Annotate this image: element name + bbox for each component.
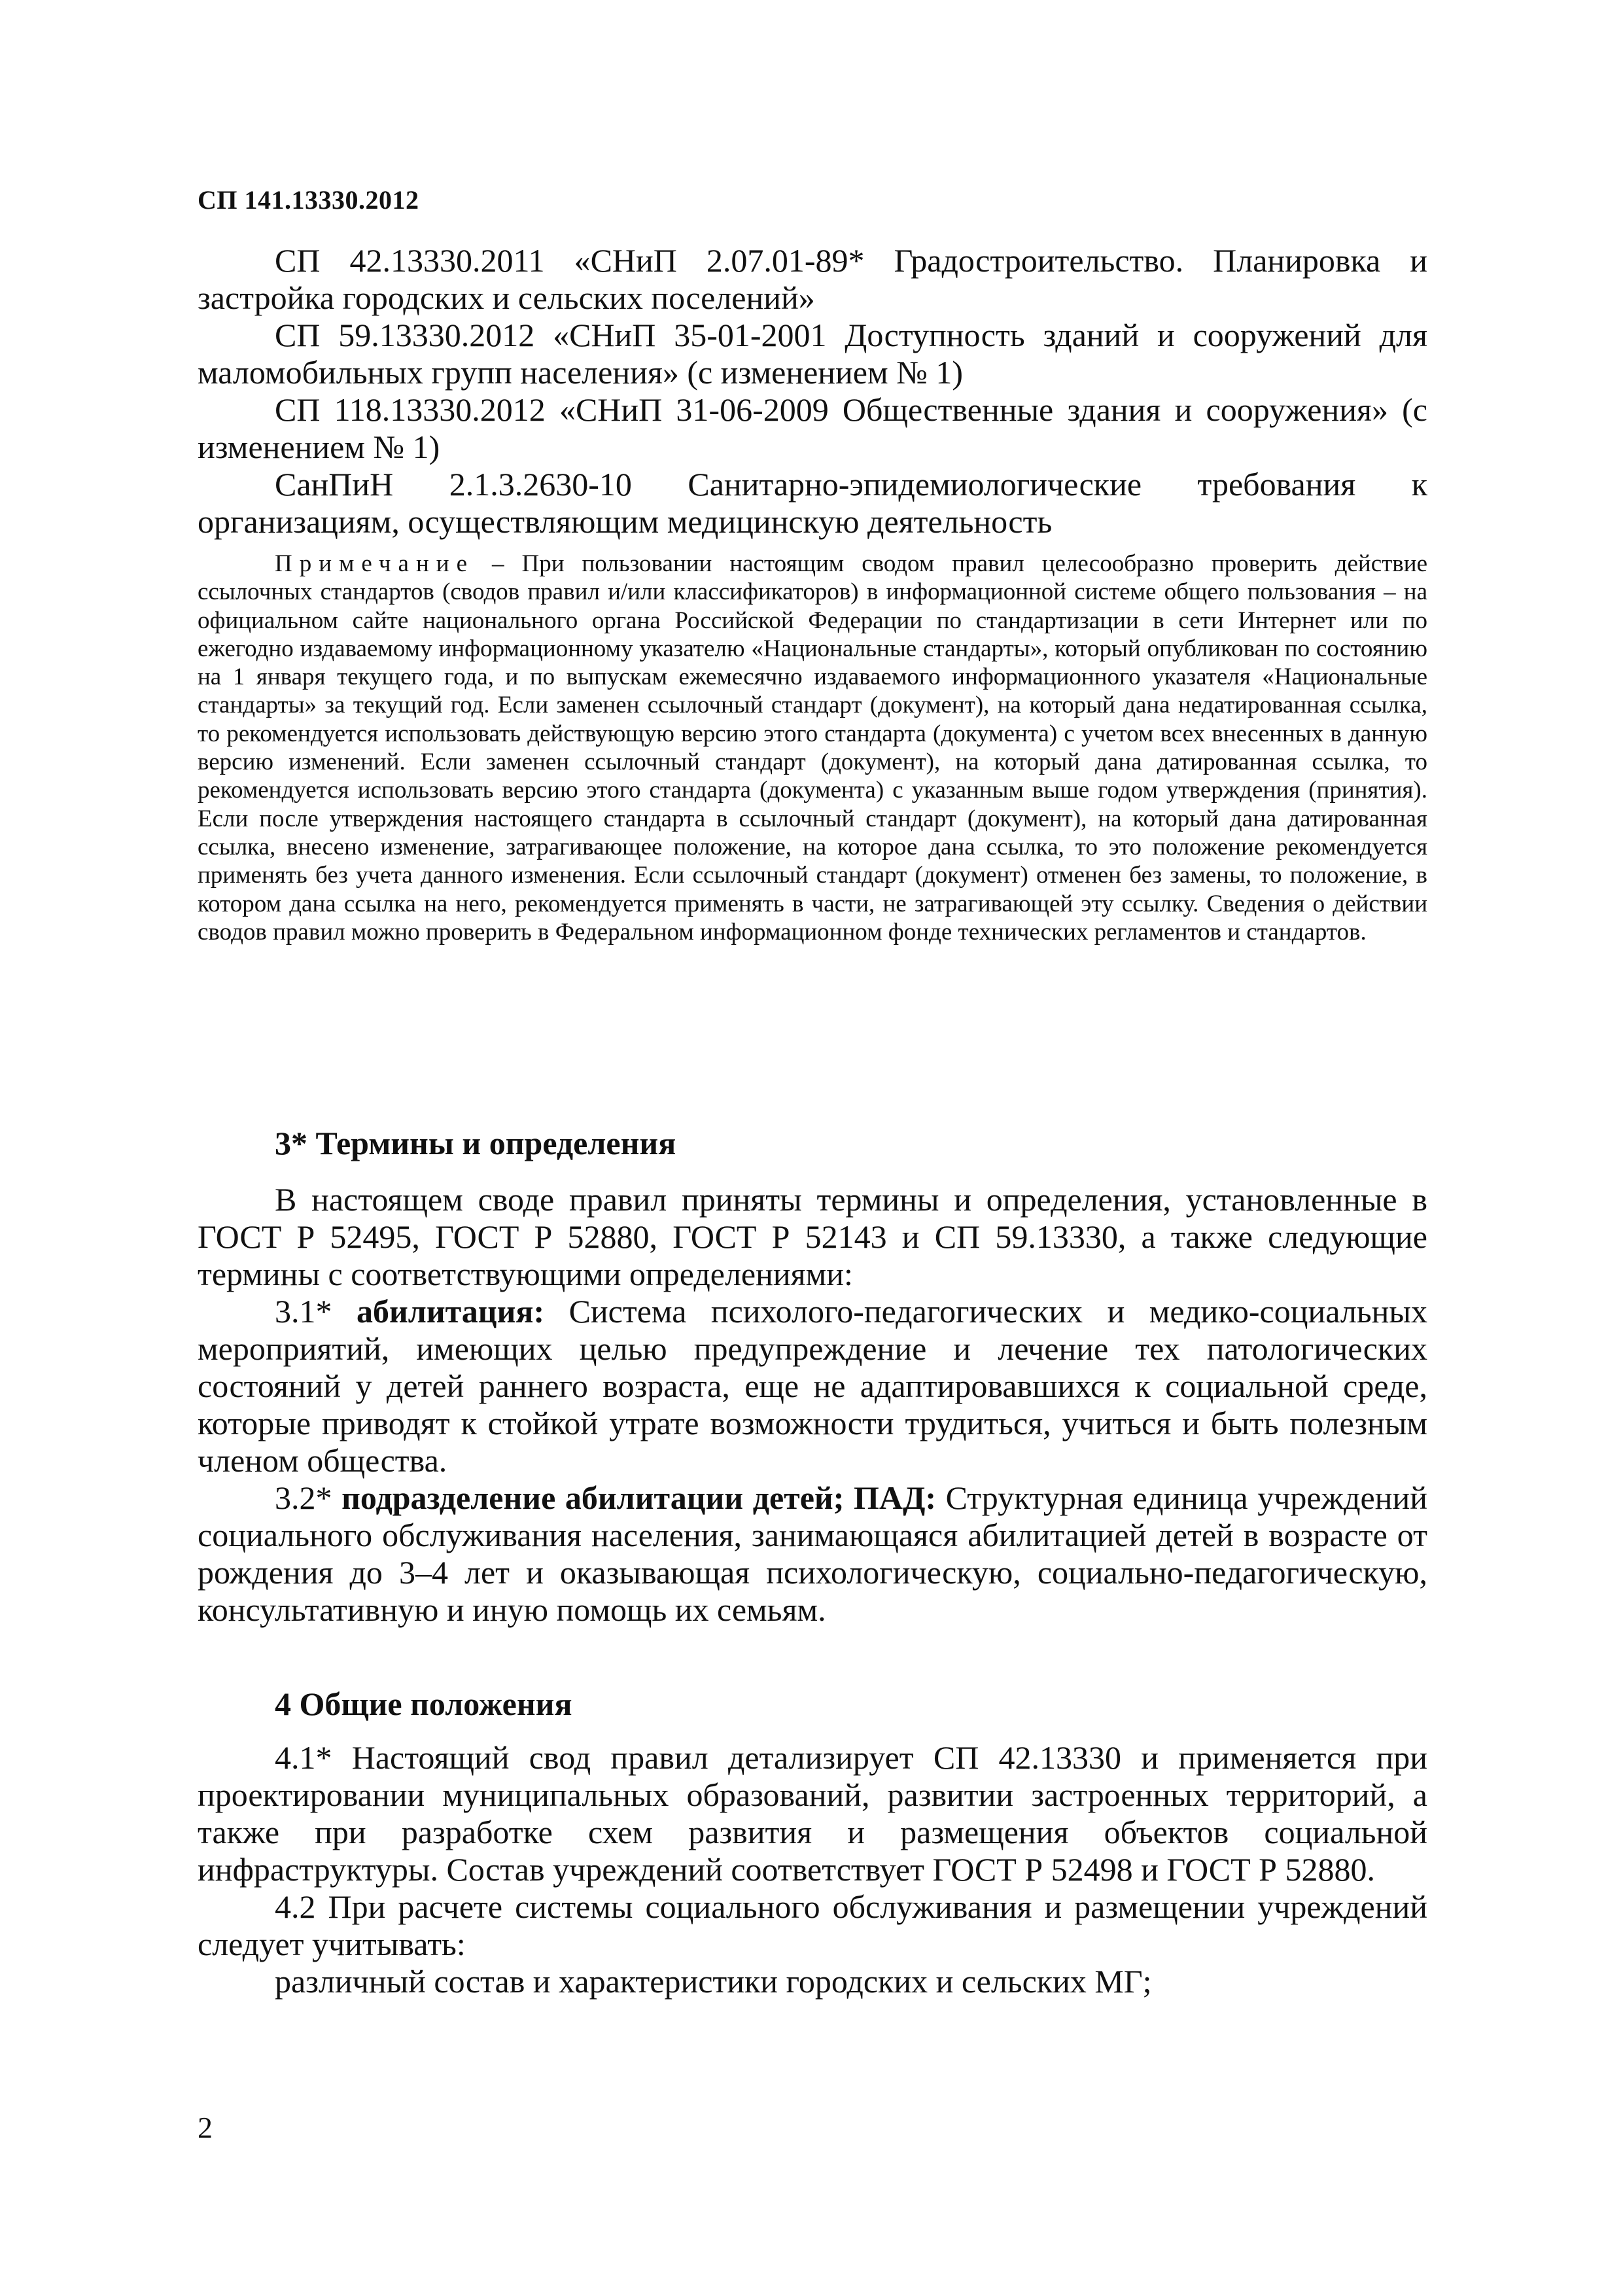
term-definition [198, 1293, 1427, 1479]
section-3-heading: 3* Термины и определения [275, 1125, 676, 1161]
references-list [198, 242, 1427, 540]
document-code-header: СП 141.13330.2012 [198, 185, 419, 215]
section-3-body [198, 1181, 1427, 1629]
term-definition [198, 1479, 1427, 1629]
term-number: 3.1* [275, 1293, 357, 1330]
section-4-paragraph: 4.1* Настоящий свод правил детализирует СП 42.13330 и применяется при проектировании муниципальных образований, развитии застроенных территорий, а также при разработке схем развития и размещения объектов социальной инфраструктуры. Состав учреждений соответствует ГОСТ Р 52498 и ГОСТ Р 52880. [198, 1739, 1427, 1888]
term-name: абилитация: [356, 1293, 545, 1330]
section-3-intro: В настоящем своде правил приняты термины и определения, установленные в ГОСТ Р 52495, ГОСТ Р 52880, ГОСТ Р 52143 и СП 59.13330, а также следующие термины с соответствующими определениями: [198, 1181, 1427, 1292]
note-paragraph [198, 550, 1427, 946]
term-number: 3.2* [275, 1479, 342, 1516]
term-text: Система психолого-педагогических и медико-социальных мероприятий, имеющих целью предупреждение и лечение тех патологических состояний у детей раннего возраста, еще не адаптировавшихся к социальной среде, которые приводят к стойкой утрате возможности трудиться, учиться и быть полезным членом общества. [198, 1293, 1427, 1479]
term-text: Структурная единица учреждений социального обслуживания населения, занимающаяся абилитацией детей в возрасте от рождения до 3–4 лет и оказывающая психологическую, социально-педагогическую, консультативную и иную помощь их семьям. [198, 1479, 1427, 1628]
note-text: – При пользовании настоящим сводом правил целесообразно проверить действие ссылочных стандартов (сводов правил и/или классификаторов) в информационной системе общего пользования – на официальном сайте национального органа Российской Федерации по стандартизации в сети Интернет или по ежегодно издаваемому информационному указателю «Национальные стандарты», который опубликован по состоянию на 1 января текущего года, и по выпускам ежемесячно издаваемого информационного указателя «Национальные стандарты» за текущий год. Если заменен ссылочный стандарт (документ), на который дана недатированная ссылка, то рекомендуется использовать действующую версию этого стандарта (документа) с учетом всех внесенных в данную версию изменений. Если заменен ссылочный стандарт (документ), на который дана датированная ссылка, то рекомендуется использовать версию этого стандарта (документа) с указанным выше годом утверждения (принятия). Если после утверждения настоящего стандарта в ссылочный стандарт (документ), на который дана датированная ссылка, внесено изменение, затрагивающее положение, на которое дана ссылка, то это положение рекомендуется применять без учета данного изменения. Если ссылочный стандарт (документ) отменен без замены, то положение, в котором дана ссылка на него, рекомендуется применять в части, не затрагивающей эту ссылку. Сведения о действии сводов правил можно проверить в Федеральном информационном фонде технических регламентов и стандартов. [198, 550, 1427, 945]
reference-item: СанПиН 2.1.3.2630-10 Санитарно-эпидемиологические требования к организациям, осуществляющим медицинскую деятельность [198, 466, 1427, 540]
note-block [198, 550, 1427, 946]
reference-item: СП 118.13330.2012 «СНиП 31-06-2009 Общественные здания и сооружения» (с изменением № 1) [198, 391, 1427, 465]
section-4-paragraph: 4.2 При расчете системы социального обслуживания и размещении учреждений следует учитывать: [198, 1888, 1427, 1962]
section-4-heading: 4 Общие положения [275, 1686, 572, 1722]
reference-item: СП 42.13330.2011 «СНиП 2.07.01-89* Градостроительство. Планировка и застройка городских и сельских поселений» [198, 242, 1427, 316]
term-name: подразделение абилитации детей; ПАД: [341, 1479, 937, 1516]
section-4-body [198, 1739, 1427, 2000]
page-number: 2 [198, 2111, 213, 2144]
reference-item: СП 59.13330.2012 «СНиП 35-01-2001 Доступность зданий и сооружений для маломобильных групп населения» (с изменением № 1) [198, 317, 1427, 391]
note-label: Примечание [275, 550, 474, 577]
section-4-paragraph: различный состав и характеристики городских и сельских МГ; [275, 1963, 1152, 2000]
